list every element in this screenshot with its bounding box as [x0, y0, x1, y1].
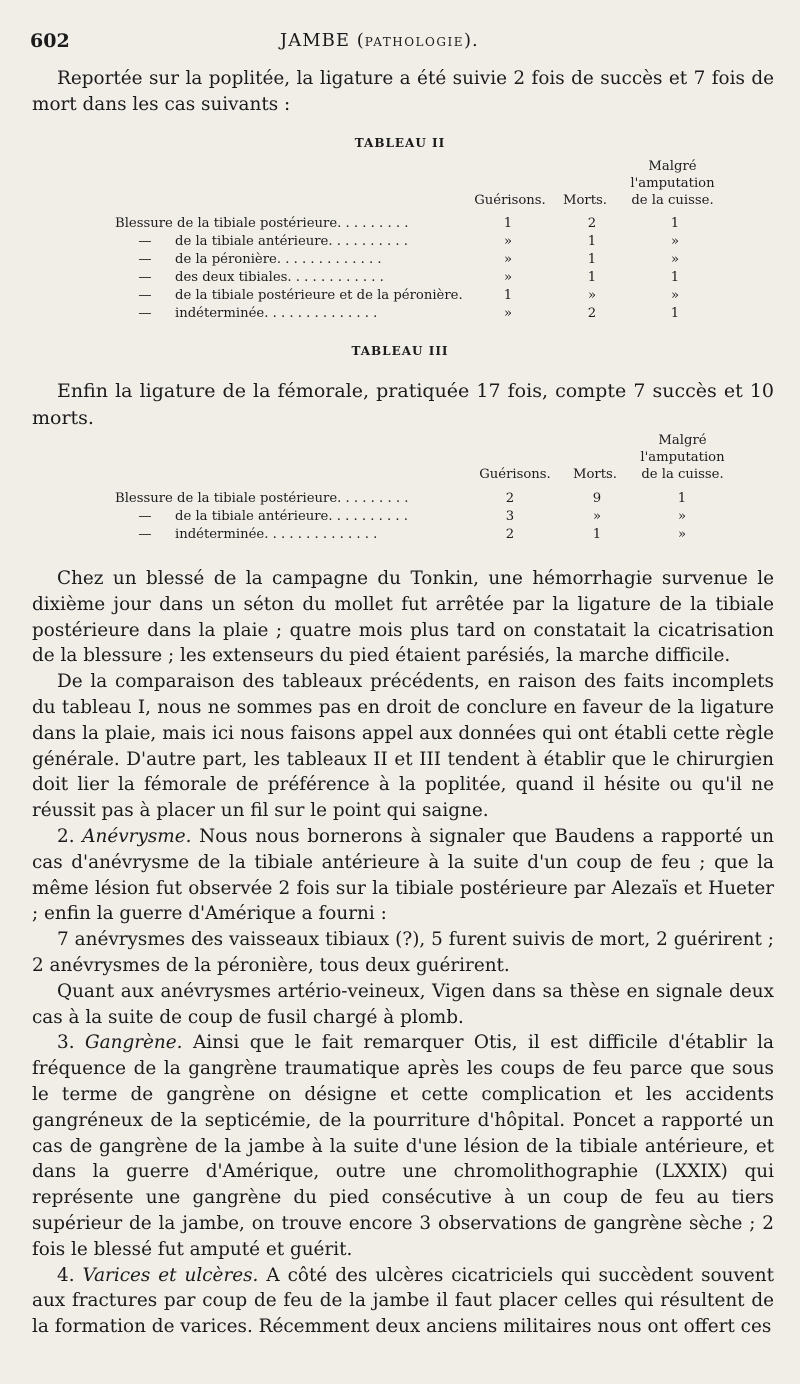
table3-col-malgre [620, 432, 745, 483]
row-label [115, 251, 382, 268]
row-text: des deux tibiales. . . . . . . . . . . . [175, 270, 384, 285]
cell-morts: 1 [587, 252, 597, 267]
table3-col-morts: Morts. [572, 467, 617, 482]
table-row [115, 526, 735, 543]
running-head [280, 30, 479, 51]
row-label [115, 233, 408, 250]
table2-col-guerisons: Guérisons. [474, 193, 546, 208]
cell-amputation: 1 [677, 491, 687, 506]
section-text: Ainsi que le fait remarquer Otis, il est difficile d'établir la fréquence de la gangrène traumatique après les coups de feu parce que sous le terme de gangrène on désigne et cette complication et les accidents gangréneux de la septicémie, de la pourriture d'hôpital. Poncet a rapporté un cas de gangrène de la jambe à la suite d'une lésion de la tibiale antérieure, et dans la guerre d'Amérique, outre une chromolithographie (LXXIX) qui représente une gangrène du pied consécutive à un coup de feu au tiers supérieur de la jambe, on trouve encore 3 observations de gangrène sèche ; 2 fois le blessé fut amputé et guérit. [32, 1032, 774, 1260]
paragraph-varices [32, 1263, 774, 1340]
cell-amputation: 1 [670, 270, 680, 285]
section-text: Nous nous bornerons à signaler que Baudens a rapporté un cas d'anévrysme de la tibiale antérieure à la suite d'un coup de feu ; que la même lésion fut observée 2 fois sur la tibiale postérieure par Alezaïs et Hueter ; enfin la guerre d'Amérique a fourni : [32, 825, 774, 925]
table2-col-morts: Morts. [562, 193, 607, 208]
cell-guerisons: 1 [503, 288, 513, 303]
page-header [0, 30, 800, 60]
section-title: Gangrène. [84, 1032, 183, 1054]
section-title: Varices et ulcères. [82, 1264, 259, 1286]
row-prefix: — [138, 270, 152, 285]
running-head-main: JAMBE ( [280, 30, 365, 51]
cell-morts: » [592, 509, 602, 524]
page-number: 602 [30, 30, 70, 52]
table-row [115, 305, 735, 322]
table2 [115, 158, 735, 328]
cell-morts: 2 [587, 216, 597, 231]
paragraph-anevrysme [32, 824, 774, 927]
intro-poplitee [32, 66, 774, 118]
section-text: A côté des ulcères cicatriciels qui succèdent souvent aux fractures par coup de feu de la jambe il faut placer celles qui résultent de la formation de varices. Récemment deux anciens militaires nous ont offert ces [32, 1264, 774, 1338]
paragraph-gangrene [32, 1030, 774, 1262]
cell-morts: 9 [592, 491, 602, 506]
paragraph-arterio: Quant aux anévrysmes artério-veineux, Vigen dans sa thèse en signale deux cas à la suite de coup de fusil chargé à plomb. [32, 980, 774, 1028]
table-row [115, 233, 735, 250]
row-text: de la péronière. . . . . . . . . . . . . [175, 252, 382, 267]
row-prefix: — [138, 527, 152, 542]
section-number: 4. [57, 1264, 75, 1286]
row-prefix: Blessure [115, 491, 173, 506]
main-text [32, 566, 774, 1340]
row-label [115, 287, 463, 304]
cell-amputation: » [670, 234, 680, 249]
paragraph-tonkin: Chez un blessé de la campagne du Tonkin, une hémorrhagie survenue le dixième jour dans un séton du mollet fut arrêtée par la ligature de la tibiale postérieure dans la plaie ; quatre mois plus tard on constatait la cicatrisation de la blessure ; les extenseurs du pied étaient parésiés, la marche difficile. [32, 568, 774, 667]
cell-guerisons: 3 [505, 509, 515, 524]
paragraph-comparaison: De la comparaison des tableaux précédents, en raison des faits incomplets du tableau I, nous ne sommes pas en droit de conclure en faveur de la ligature dans la plaie, mais ici nous faisons appel aux données qui ont établi cette règle générale. D'autre part, les tableaux II et III tendent à établir que le chirurgien doit lier la fémorale de préférence à la poplitée, quand il hésite ou qu'il ne réussit pas à placer un fil sur le point qui saigne. [32, 671, 774, 822]
table2-col-malgre-l1: Malgré [648, 159, 697, 174]
cell-guerisons: » [503, 270, 513, 285]
row-label [115, 305, 377, 322]
cell-guerisons: » [503, 252, 513, 267]
table3-intro-text: Enfin la ligature de la fémorale, pratiquée 17 fois, compte 7 succès et 10 morts. [32, 380, 774, 429]
cell-amputation: » [677, 527, 687, 542]
cell-morts: » [587, 288, 597, 303]
table3-col-malgre-l1: Malgré [658, 433, 707, 448]
section-number: 3. [57, 1032, 75, 1054]
table2-title: TABLEAU II [354, 136, 446, 150]
table2-col-malgre-l2: l'amputation [630, 176, 715, 191]
running-head-end: ). [463, 30, 479, 51]
cell-guerisons: 1 [503, 216, 513, 231]
cell-morts: 2 [587, 306, 597, 321]
cell-guerisons: » [503, 306, 513, 321]
table-row [115, 508, 735, 525]
intro-poplitee-text: Reportée sur la poplitée, la ligature a été suivie 2 fois de succès et 7 fois de mort dans les cas suivants : [32, 68, 774, 115]
row-prefix: — [138, 509, 152, 524]
cell-amputation: » [670, 288, 680, 303]
table3-col-malgre-l3: de la cuisse. [641, 467, 724, 482]
section-number: 2. [57, 825, 75, 847]
row-text: de la tibiale postérieure et de la péronière. [175, 288, 463, 303]
row-text: de la tibiale antérieure. . . . . . . . . . [175, 509, 408, 524]
running-head-small: PATHOLOGIE [364, 35, 464, 49]
row-prefix: — [138, 234, 152, 249]
table3-intro [32, 378, 774, 432]
table-row [115, 269, 735, 286]
cell-amputation: » [677, 509, 687, 524]
cell-guerisons: » [503, 234, 513, 249]
table-row [115, 490, 735, 507]
table2-col-malgre-l3: de la cuisse. [631, 193, 714, 208]
row-label [115, 215, 408, 232]
table3-col-guerisons: Guérisons. [479, 467, 551, 482]
row-label [115, 526, 377, 543]
row-prefix: — [138, 306, 152, 321]
cell-guerisons: 2 [505, 491, 515, 506]
cell-amputation: » [670, 252, 680, 267]
table3-col-malgre-l2: l'amputation [640, 450, 725, 465]
cell-guerisons: 2 [505, 527, 515, 542]
cell-amputation: 1 [670, 216, 680, 231]
table-row [115, 215, 735, 232]
cell-morts: 1 [587, 270, 597, 285]
section-title: Anévrysme. [82, 825, 192, 847]
table3 [115, 432, 735, 547]
table2-col-malgre [610, 158, 735, 209]
row-prefix: Blessure [115, 216, 173, 231]
row-text: de la tibiale postérieure. . . . . . . . . [177, 216, 409, 231]
row-label [115, 490, 408, 507]
row-label [115, 508, 408, 525]
cell-amputation: 1 [670, 306, 680, 321]
row-prefix: — [138, 252, 152, 267]
row-text: de la tibiale postérieure. . . . . . . . . [177, 491, 409, 506]
row-label [115, 269, 384, 286]
paragraph-anevrysmes-list: 7 anévrysmes des vaisseaux tibiaux (?), 5 furent suivis de mort, 2 guérirent ; 2 anévrysmes de la péronière, tous deux guérirent. [32, 929, 774, 976]
cell-morts: 1 [592, 527, 602, 542]
table3-title: TABLEAU III [351, 344, 449, 358]
row-prefix: — [138, 288, 152, 303]
row-text: indéterminée. . . . . . . . . . . . . . [175, 527, 378, 542]
cell-morts: 1 [587, 234, 597, 249]
row-text: indéterminée. . . . . . . . . . . . . . [175, 306, 378, 321]
table-row [115, 251, 735, 268]
row-text: de la tibiale antérieure. . . . . . . . . . [175, 234, 408, 249]
table-row [115, 287, 735, 304]
